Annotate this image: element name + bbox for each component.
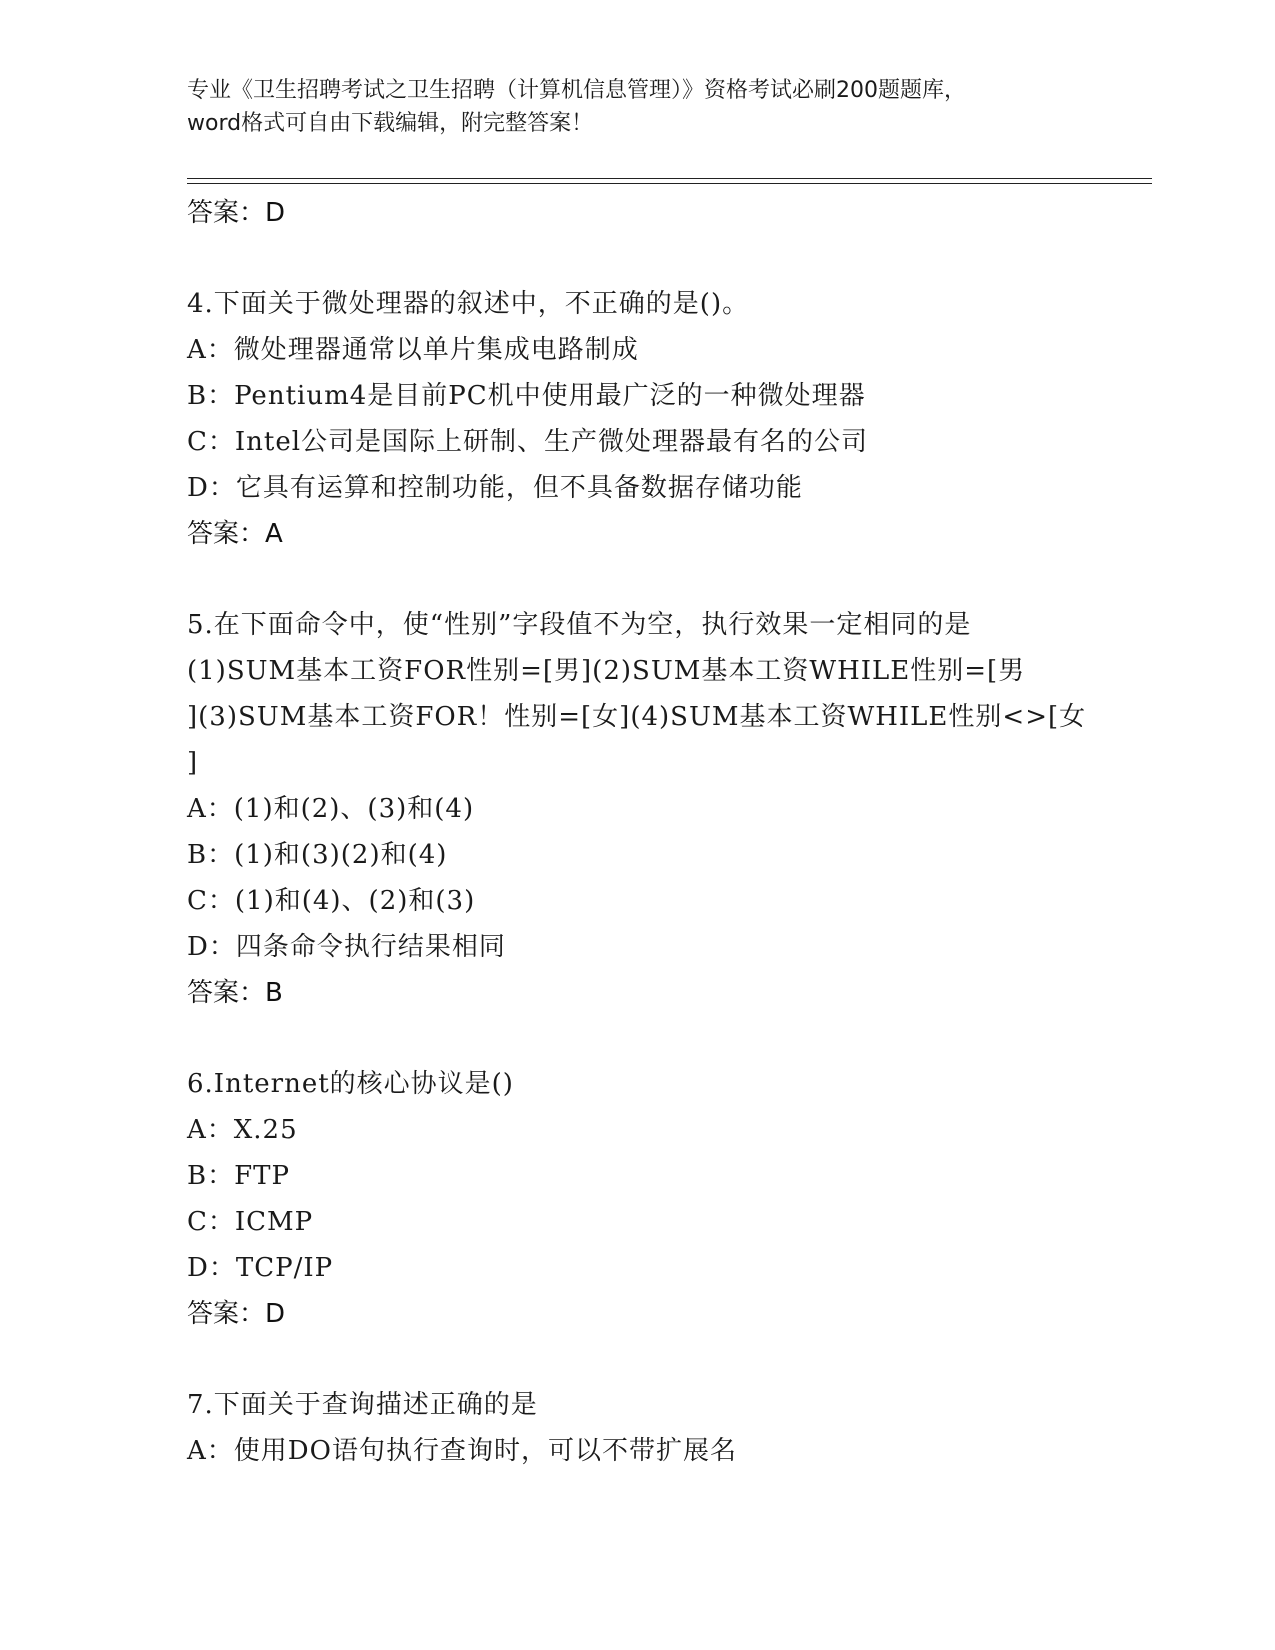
spacer <box>187 1337 1127 1382</box>
option-a: A：使用DO语句执行查询时，可以不带扩展名 <box>187 1436 737 1466</box>
option-d: D：它具有运算和控制功能，但不具备数据存储功能 <box>187 473 803 503</box>
option-a: A：(1)和(2)、(3)和(4) <box>187 794 475 824</box>
option-b: B：FTP <box>187 1161 290 1191</box>
question-stem-line-3: ](3)SUM基本工资FOR！性别=[女](4)SUM基本工资WHILE性别<>[女 <box>187 702 1087 732</box>
option-d: D：四条命令执行结果相同 <box>187 932 506 962</box>
answer: 答案：B <box>187 978 283 1008</box>
question-list <box>187 190 1127 1474</box>
question-stem: 6.Internet的核心协议是() <box>187 1069 514 1099</box>
option-a: A：X.25 <box>187 1115 298 1145</box>
option-b: B：Pentium4是目前PC机中使用最广泛的一种微处理器 <box>187 381 866 411</box>
option-a: A：微处理器通常以单片集成电路制成 <box>187 335 639 365</box>
question-4 <box>187 281 1127 557</box>
answer: 答案：D <box>187 1299 286 1329</box>
spacer <box>187 1016 1127 1061</box>
question-stem-line-4: ] <box>187 748 199 778</box>
option-d: D：TCP/IP <box>187 1253 334 1283</box>
question-6 <box>187 1061 1127 1337</box>
document-header <box>187 74 1087 140</box>
option-b: B：(1)和(3)(2)和(4) <box>187 840 448 870</box>
answer-q3: 答案：D <box>187 198 286 228</box>
header-divider-top <box>187 178 1152 179</box>
answer: 答案：A <box>187 519 283 549</box>
option-c: C：(1)和(4)、(2)和(3) <box>187 886 476 916</box>
option-c: C：Intel公司是国际上研制、生产微处理器最有名的公司 <box>187 427 869 457</box>
spacer <box>187 557 1127 602</box>
header-line-2: word格式可自由下载编辑，附完整答案！ <box>187 111 594 136</box>
header-line-1: 专业《卫生招聘考试之卫生招聘（计算机信息管理）》资格考试必刷200题题库， <box>187 78 966 103</box>
question-stem-line-1: 5.在下面命令中，使“性别”字段值不为空，执行效果一定相同的是 <box>187 610 972 640</box>
header-divider-bottom <box>187 183 1152 184</box>
question-stem-line-2: (1)SUM基本工资FOR性别=[男](2)SUM基本工资WHILE性别=[男 <box>187 656 1026 686</box>
question-5 <box>187 602 1127 1016</box>
option-c: C：ICMP <box>187 1207 314 1237</box>
question-stem: 4.下面关于微处理器的叙述中，不正确的是()。 <box>187 289 750 319</box>
question-7 <box>187 1382 1127 1474</box>
spacer <box>187 236 1127 281</box>
question-stem: 7.下面关于查询描述正确的是 <box>187 1390 538 1420</box>
